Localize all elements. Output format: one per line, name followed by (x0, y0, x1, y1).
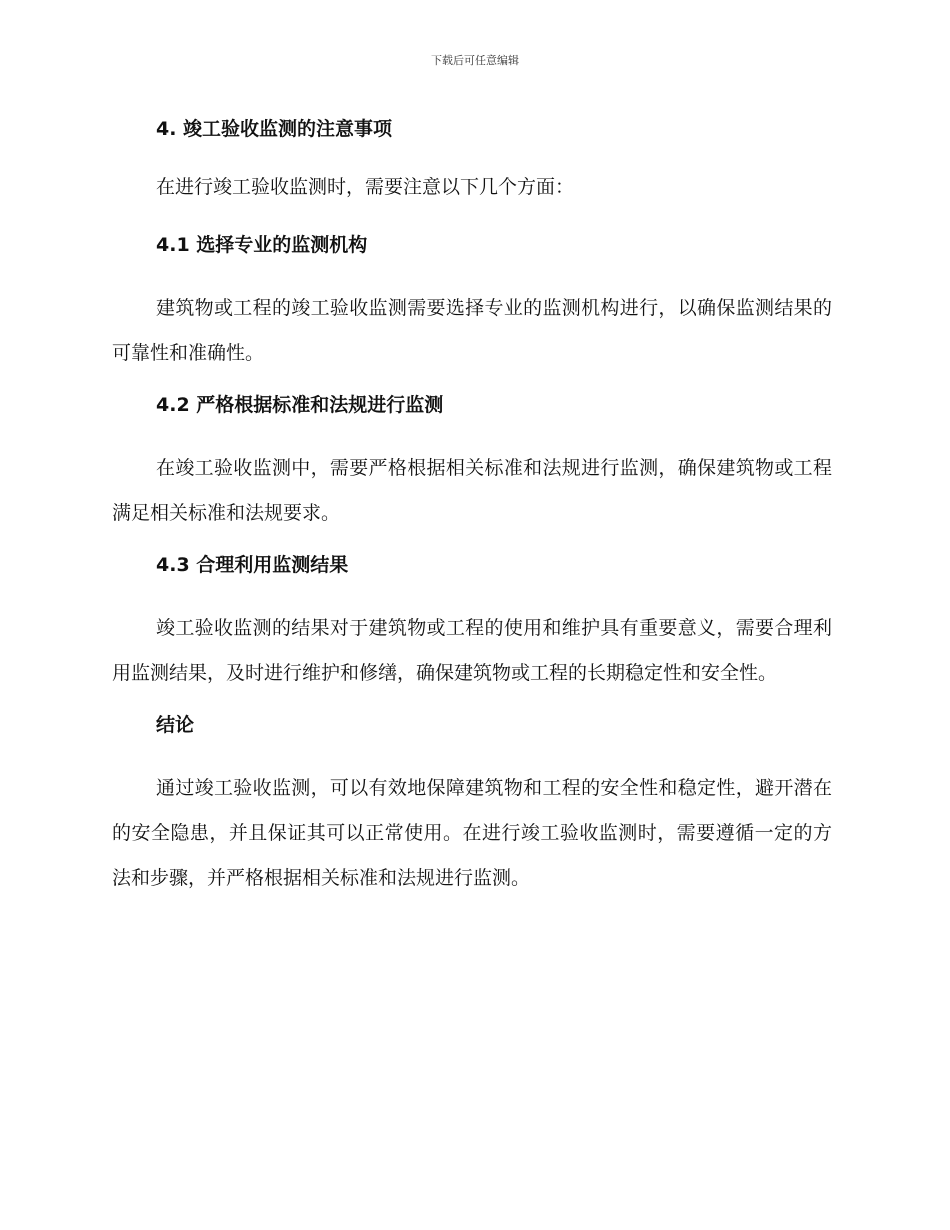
section-heading-4-1: 4.1 选择专业的监测机构 (156, 234, 368, 256)
section-heading-4: 4. 竣工验收监测的注意事项 (156, 118, 393, 140)
conclusion-heading: 结论 (156, 714, 195, 736)
section-heading-4-3: 4.3 合理利用监测结果 (156, 554, 349, 576)
conclusion-paragraph: 通过竣工验收监测，可以有效地保障建筑物和工程的安全性和稳定性，避开潜在的安全隐患，并且保证其可以正常使用。在进行竣工验收监测时，需要遵循一定的方法和步骤，并严格根据相关标准和法规进行监测。 (112, 777, 832, 889)
paragraph-4-1: 建筑物或工程的竣工验收监测需要选择专业的监测机构进行，以确保监测结果的可靠性和准确性。 (112, 297, 832, 364)
document-body (112, 112, 832, 913)
section-intro-paragraph: 在进行竣工验收监测时，需要注意以下几个方面： (156, 176, 575, 198)
section-heading-4-2: 4.2 严格根据标准和法规进行监测 (156, 394, 444, 416)
page-header: 下载后可任意编辑 (431, 54, 519, 67)
paragraph-4-2: 在竣工验收监测中，需要严格根据相关标准和法规进行监测，确保建筑物或工程满足相关标准和法规要求。 (112, 457, 832, 524)
paragraph-4-3: 竣工验收监测的结果对于建筑物或工程的使用和维护具有重要意义，需要合理利用监测结果，及时进行维护和修缮，确保建筑物或工程的长期稳定性和安全性。 (112, 617, 832, 684)
